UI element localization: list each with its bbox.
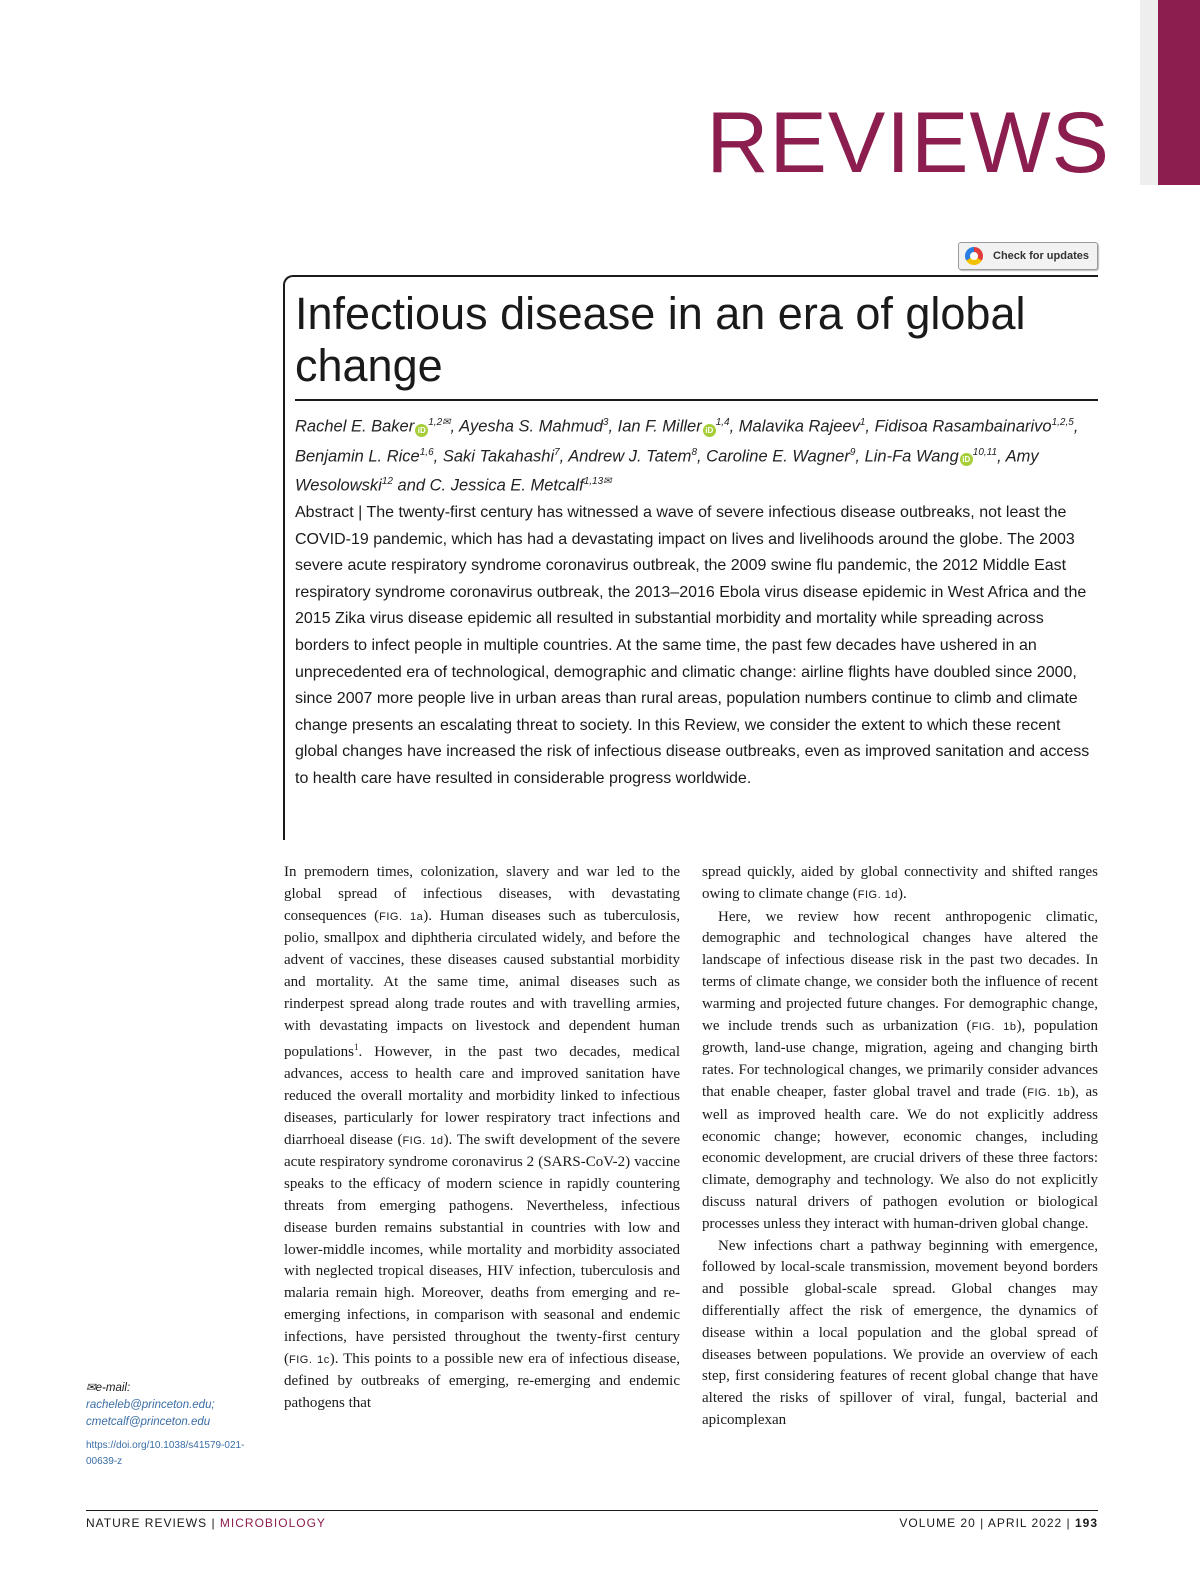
article-title: Infectious disease in an era of global change [295,288,1026,391]
figure-link[interactable]: FIG. 1b [1027,1086,1071,1099]
footer-divider [86,1510,1098,1511]
author-name: Andrew J. Tatem [568,447,692,465]
abstract-text: The twenty-first century has witnessed a wave of severe infectious disease outbreaks, not least the COVID-19 pandemic, which has had a devastating impact on lives and livelihoods around the globe. The 2003 severe acute respiratory syndrome coronavirus outbreak, the 2009 swine flu pandemic, the 2012 Middle East respiratory syndrome coronavirus outbreak, the 2013–2016 Ebola virus disease epidemic in West Africa and the 2015 Zika virus disease epidemic all resulted in substantial morbidity and mortality while spreading across borders to infect people in multiple countries. At the same time, the past few decades have ushered in an unprecedented era of technological, demographic and climatic change: airline flights have doubled since 2000, since 2007 more people live in urban areas than rural areas, population numbers continue to climb and climate change presents an escalating threat to society. In this Review, we consider the extent to which these recent global changes have increased the risk of infectious disease outbreaks, even as improved sanitation and access to health care have resulted in considerable progress worldwide. [295,504,1090,787]
footer-journal [86,1516,326,1530]
reference-link[interactable]: 1 [354,1042,359,1053]
author-affiliation: 10,11 [972,446,998,458]
journal-name: NATURE REVIEWS | [86,1516,216,1530]
author-affiliation: 8 [691,446,697,458]
doi-link[interactable]: https://doi.org/10.1038/s41579-021-00639-z [86,1440,245,1467]
section-color-tab [1158,0,1200,185]
journal-section: MICROBIOLOGY [219,1516,326,1530]
author-name: Malavika Rajeev [738,417,860,436]
email-label: e-mail: [95,1382,131,1394]
email-links[interactable]: racheleb@princeton.edu; cmetcalf@princeton.edu [86,1399,215,1428]
section-label: REVIEWS [706,95,1110,191]
footer-volume [899,1516,1098,1530]
side-tab-shadow [1140,0,1158,185]
title-divider [295,399,1098,401]
author-affiliation: 12 [381,476,393,487]
page-number: 193 [1074,1516,1098,1530]
author-name: Lin-Fa Wang [864,447,959,465]
abstract [295,500,1095,793]
mail-icon: ✉ [86,1382,96,1394]
author-affiliation: 1,4 [715,417,730,428]
author-name: Ayesha S. Mahmud [459,417,603,436]
paragraph: New infections chart a pathway beginning with emergence, followed by local-scale transmission, movement beyond borders and possible global-scale spread. Global changes may differentially affect the risk of emergence, the dynamics of disease within a local population and the global spread of diseases between populations. We provide an overview of each step, first considering features of recent global change that have altered the risks of spillover of viral, fungal, bacterial and apicomplexan [702,1237,1098,1428]
author-name: Amy Wesolowski [295,447,1039,495]
figure-link[interactable]: FIG. 1b [971,1020,1017,1033]
orcid-icon[interactable]: iD [415,424,428,437]
author-affiliation: 1,13✉ [583,476,612,487]
author-name: Benjamin L. Rice [295,447,420,465]
body-column-2 [702,862,1098,1432]
paragraph: spread quickly, aided by global connectivity and shifted ranges owing to climate change (FIG. 1d). [702,864,1098,902]
paragraph: In premodern times, colonization, slavery and war led to the global spread of infectious diseases, with devastating consequences (FIG. 1a). Human diseases such as tuberculosis, polio, smallpox and diphtheria circulated widely, and before the advent of vaccines, these diseases caused substantial morbidity and mortality. At the same time, animal diseases such as rinderpest spread along trade routes and with travelling armies, with devastating impacts on livestock and dependent human populations$^1$. However, in the past two decades, medical advances, access to health care and improved sanitation have reduced the overall mortality and morbidity linked to infectious diseases, particularly for lower respiratory tract infections and diarrhoeal disease (FIG. 1d). The swift development of the severe acute respiratory syndrome coronavirus 2 (SARS-CoV-2) vaccine speaks to the efficacy of modern science in rapidly countering threats from emerging pathogens. Nevertheless, infectious disease burden remains substantial in countries with low and lower-middle incomes, while mortality and morbidity associated with neglected tropical diseases, HIV infection, tuberculosis and malaria remain high. Moreover, deaths from emerging and re-emerging infections, in comparison with seasonal and endemic infections, have persisted throughout the twenty-first century (FIG. 1c). This points to a possible new era of infectious disease, defined by outbreaks of emerging, re-emerging and endemic pathogens that [284,864,681,1412]
orcid-icon[interactable]: iD [703,424,716,437]
author-name: C. Jessica E. Metcalf [429,476,584,495]
check-for-updates-label: Check for updates [993,250,1089,262]
figure-link[interactable]: FIG. 1a [379,910,424,923]
volume-info: VOLUME 20 | APRIL 2022 | [899,1516,1071,1530]
author-name: Saki Takahashi [442,447,555,465]
author-affiliation: 1,2✉ [428,417,451,428]
author-affiliation: 1,2,5 [1051,417,1074,428]
author-name: Ian F. Miller [617,417,702,436]
author-affiliation: 1,6 [419,446,434,458]
author-affiliation: 3 [602,417,609,428]
author-name: Caroline E. Wagner [706,447,850,465]
figure-link[interactable]: FIG. 1d [402,1134,444,1147]
author-affiliation: 9 [849,446,856,458]
correspondence-note [86,1380,246,1431]
figure-link[interactable]: FIG. 1d [857,888,898,901]
paragraph: Here, we review how recent anthropogenic climatic, demographic and technological changes have altered the landscape of infectious disease risk in the past two decades. In terms of climate change, we consider both the influence of recent warming and projected future changes. For demographic change, we include trends such as urbanization (FIG. 1b), population growth, land-use change, migration, ageing and changing birth rates. For technological changes, we primarily consider advances that enable cheaper, faster global travel and trade (FIG. 1b), as well as improved health care. We do not explicitly address economic change; however, economic changes, including economic development, are crucial drivers of these three factors: climate, demography and technology. We also do not explicitly discuss natural drivers of pathogen evolution or biological processes unless they interact with human-driven global change. [702,908,1099,1232]
author-affiliation: 1 [859,417,866,428]
figure-link[interactable]: FIG. 1c [289,1353,330,1366]
crossmark-icon [965,247,983,265]
author-name: Rachel E. Baker [295,417,415,436]
author-list: Rachel E. Baker $iD^{1,2✉}$, Ayesha S. Mahmud$^3$, Ian F. Miller iD$^{1,4}$, Malavika Rajeev$^1$, Fidisoa Rasambainarivo$^{1,2,5}$, Benjamin L. Rice$^{1,6}$, Saki Takahashi$^7$, Andrew J. Tatem$^8$, Caroline E. Wagner$^9$, Lin-Fa Wang iD$^{10,11}$, Amy Wesolowski$^{12}$ and C. Jessica E. Metcalf$^{1,13✉}$ [295,417,1079,495]
check-for-updates-button[interactable] [958,242,1098,270]
author-name: Fidisoa Rasambainarivo [874,417,1052,436]
author-affiliation: 7 [554,446,560,458]
orcid-icon[interactable]: iD [960,453,973,466]
body-column-1 [284,862,680,1415]
abstract-label: Abstract | [295,504,363,521]
